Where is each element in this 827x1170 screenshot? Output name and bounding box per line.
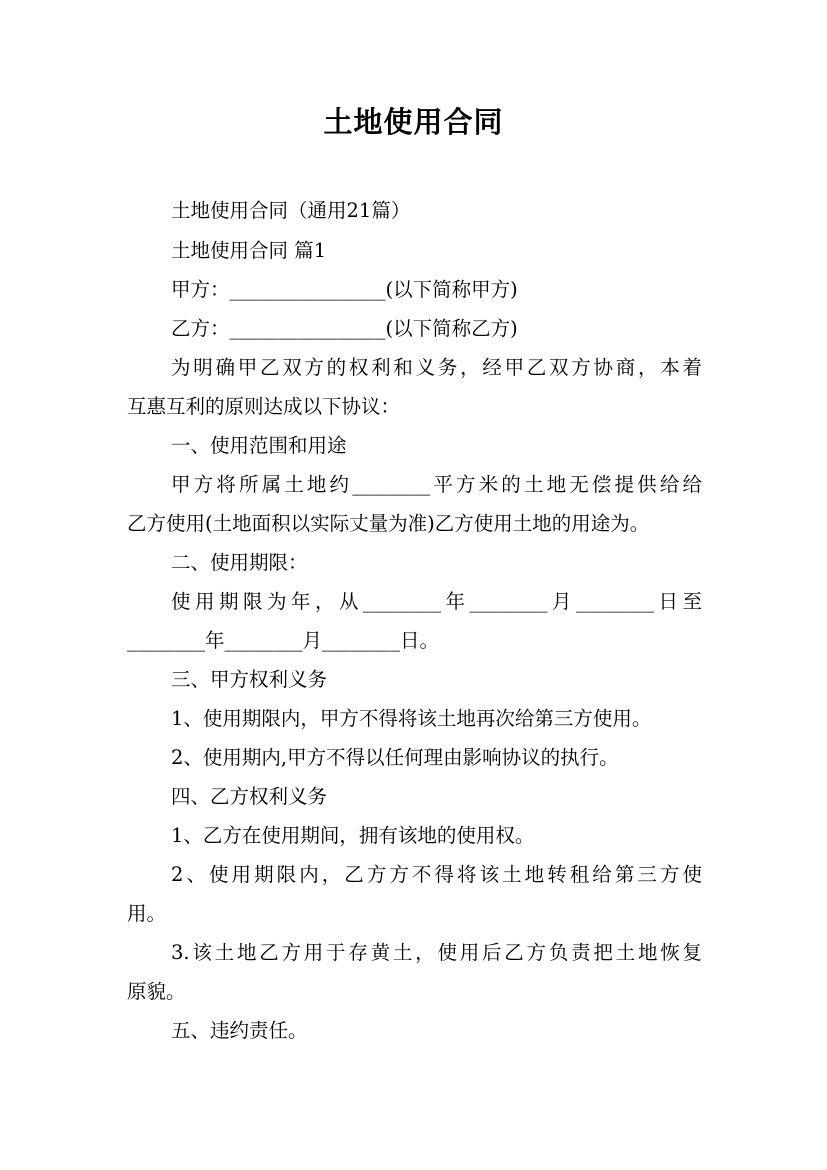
paragraph-line: ________年________月________日。 (127, 629, 440, 652)
clause-heading: 二、使用期限： (171, 551, 308, 574)
paragraph-line: 原貌。 (127, 980, 186, 1003)
clause-heading: 一、使用范围和用途 (171, 434, 347, 457)
paragraph-line: 1、乙方在使用期间，拥有该地的使用权。 (171, 824, 535, 847)
clause-heading: 五、违约责任。 (171, 1019, 308, 1042)
paragraph-line: 乙方使用(土地面积以实际丈量为准)乙方使用土地的用途为。 (127, 512, 650, 535)
doc-subtitle: 土地使用合同（通用21篇） (171, 199, 411, 222)
paragraph-line: 使用期限为年，从________年________月________日至 (171, 590, 702, 613)
paragraph-line: 2、使用期内,甲方不得以任何理由影响协议的执行。 (171, 746, 619, 769)
paragraph-line: 3.该土地乙方用于存黄土，使用后乙方负责把土地恢复 (171, 941, 702, 964)
paragraph-line: 甲方将所属土地约________平方米的土地无偿提供给给 (171, 473, 702, 496)
paragraph-line: 用。 (127, 902, 167, 925)
paragraph-line: 2、使用期限内，乙方方不得将该土地转租给第三方使 (171, 863, 702, 886)
party-a-line: 甲方：________________(以下简称甲方) (171, 278, 518, 301)
document-title: 土地使用合同 (323, 105, 504, 139)
clause-heading: 四、乙方权利义务 (171, 785, 328, 808)
clause-heading: 三、甲方权利义务 (171, 668, 328, 691)
party-b-line: 乙方：________________(以下简称乙方) (171, 317, 518, 340)
paragraph-line: 为明确甲乙双方的权利和义务，经甲乙双方协商，本着 (171, 356, 702, 379)
section-heading: 土地使用合同 篇1 (171, 239, 327, 262)
paragraph-line: 1、使用期限内，甲方不得将该土地再次给第三方使用。 (171, 707, 652, 730)
paragraph-line: 互惠互利的原则达成以下协议： (127, 395, 401, 418)
